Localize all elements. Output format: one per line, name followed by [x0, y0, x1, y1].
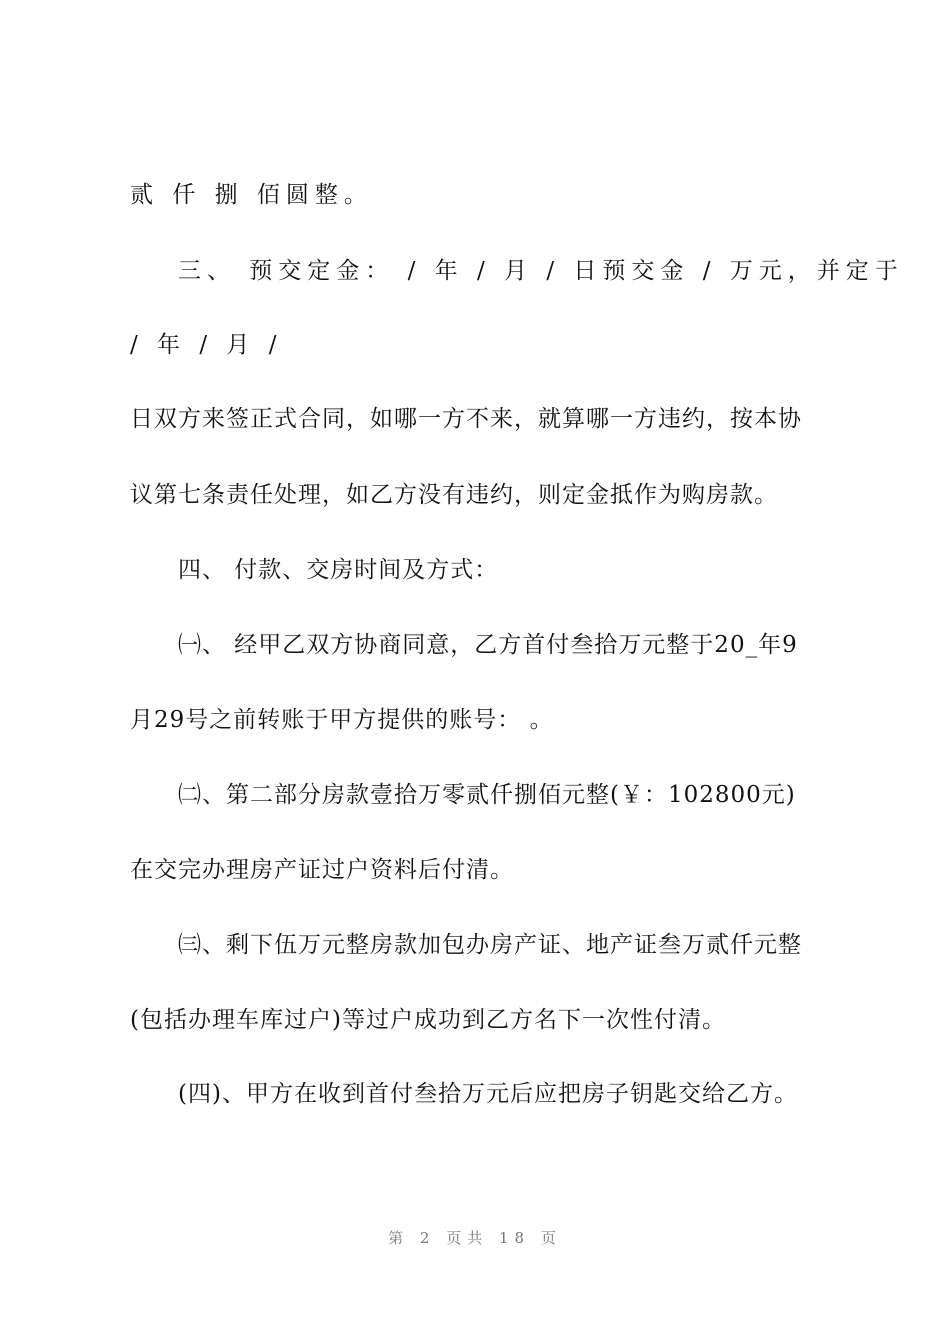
paragraph-line-8: 月29号之前转账于甲方提供的账号： 。 — [130, 707, 554, 733]
paragraph-line-10: 在交完办理房产证过户资料后付清。 — [130, 857, 514, 883]
paragraph-line-3: / 年 / 月 / — [130, 332, 283, 358]
page-footer: 第 2 页共 18 页 — [388, 1229, 562, 1247]
paragraph-line-7: ㈠、 经甲乙双方协商同意，乙方首付叁拾万元整于20_年9 — [178, 632, 798, 658]
paragraph-line-6: 四、 付款、交房时间及方式： — [178, 557, 499, 583]
paragraph-line-13: (四)、甲方在收到首付叁拾万元后应把房子钥匙交给乙方。 — [178, 1081, 798, 1107]
paragraph-line-12: (包括办理车库过户)等过户成功到乙方名下一次性付清。 — [130, 1007, 726, 1033]
paragraph-line-4: 日双方来签正式合同，如哪一方不来，就算哪一方违约，按本协 — [130, 406, 802, 432]
paragraph-line-2: 三、 预交定金： / 年 / 月 / 日预交金 / 万元，并定于 — [178, 258, 904, 284]
paragraph-line-11: ㈢、剩下伍万元整房款加包办房产证、地产证叁万贰仟元整 — [178, 932, 802, 958]
paragraph-line-1: 贰 仟 捌 佰圆整。 — [130, 182, 373, 208]
paragraph-line-5: 议第七条责任处理，如乙方没有违约，则定金抵作为购房款。 — [130, 482, 778, 508]
paragraph-line-9: ㈡、第二部分房款壹拾万零贰仟捌佰元整(￥：102800元) — [178, 782, 796, 808]
